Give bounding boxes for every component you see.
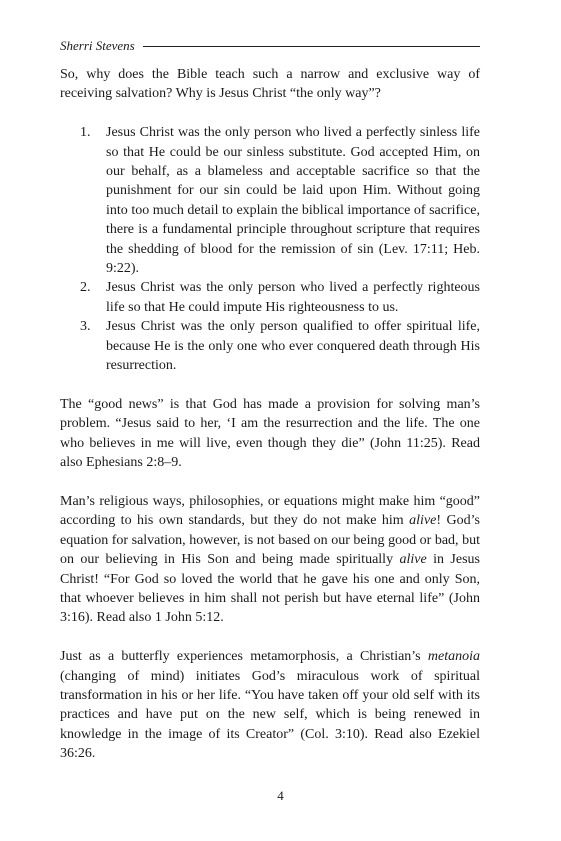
list-number: 2. (80, 280, 91, 296)
text-run: Man’s religious ways, philosophies, or equations might make him “good” according to his own standards, but they do not make him (60, 493, 480, 529)
text-run: ! God’s equation for salvation, however, is not based on our being good or bad, but on our believing in His Son and being made spiritually (60, 513, 480, 568)
butterfly-paragraph (60, 647, 480, 763)
text-run: in Jesus Christ! “For God so loved the world that he gave his one and only Son, that whoever believes in him shall not perish but have eternal life” (John 3:16). Read also 1 John 5:12. (60, 552, 480, 626)
list-item (80, 123, 480, 278)
running-header (60, 38, 480, 54)
emphasis-alive: alive (399, 552, 427, 568)
page-body (60, 65, 480, 783)
intro-paragraph: So, why does the Bible teach such a narrow and exclusive way of receiving salvation? Why is Jesus Christ “the only way”? (60, 67, 480, 102)
list-item (80, 278, 480, 317)
list-text: Jesus Christ was the only person qualified to offer spiritual life, because He is the only one who ever conquered death through His resurrection. (106, 319, 480, 374)
text-run: (changing of mind) initiates God’s miraculous work of spiritual transformation in his or her life. “You have taken off your old self with its practices and have put on the new self, which is being renewed in knowledge in the image of its Creator” (Col. 3:10). Read also Ezekiel 36:26. (60, 668, 480, 762)
emphasis-alive: alive (409, 513, 437, 529)
religious-ways-paragraph (60, 492, 480, 628)
author-name: Sherri Stevens (60, 38, 135, 53)
reasons-list (60, 123, 480, 375)
text-run: Just as a butterfly experiences metamorphosis, a Christian’s (60, 649, 428, 665)
list-number: 1. (80, 125, 91, 141)
list-text: Jesus Christ was the only person who lived a perfectly sinless life so that He could be our sinless substitute. God accepted Him, on our behalf, as a blameless and acceptable sacrifice so that the punishment for our sin could be laid upon Him. Without going into too much detail to explain the biblical importance of sacrifice, there is a fundamental principle throughout scripture that requires the shedding of blood for the remission of sin (Lev. 17:11; Heb. 9:22). (106, 125, 480, 277)
list-item (80, 317, 480, 375)
good-news-paragraph: The “good news” is that God has made a provision for solving man’s problem. “Jesus said to her, ‘I am the resurrection and the life. The one who believes in me will live, even though they die” (John 11:25). Read also Ephesians 2:8–9. (60, 396, 480, 471)
list-text: Jesus Christ was the only person who lived a perfectly righteous life so that He could impute His righteousness to us. (106, 280, 480, 315)
page-number: 4 (277, 788, 284, 803)
header-rule (143, 46, 480, 47)
list-number: 3. (80, 319, 91, 335)
emphasis-metanoia: metanoia (427, 649, 480, 665)
